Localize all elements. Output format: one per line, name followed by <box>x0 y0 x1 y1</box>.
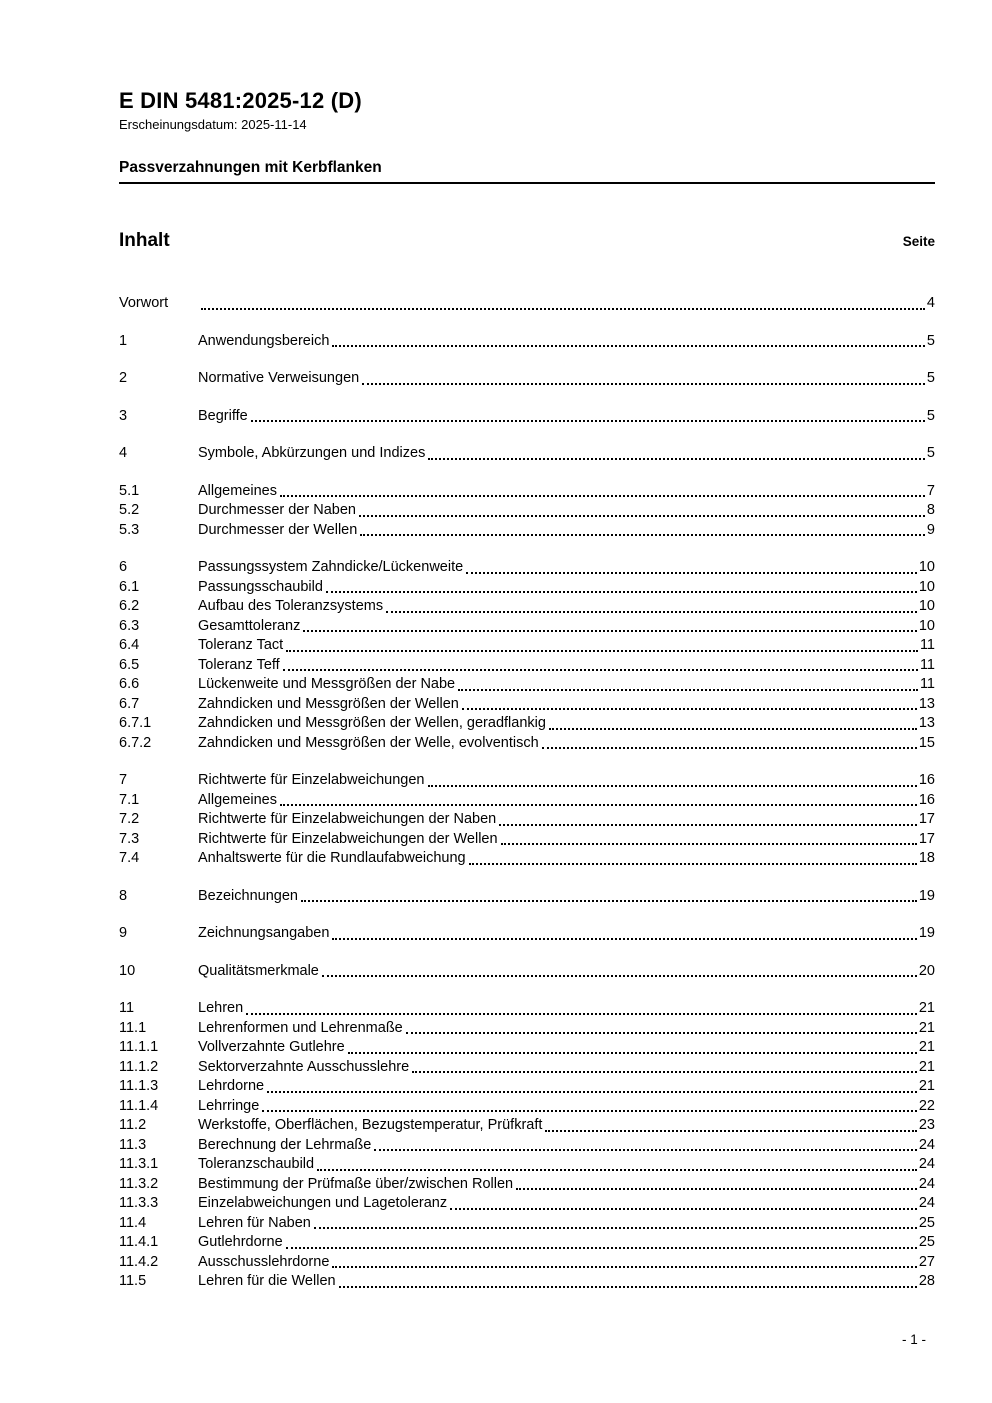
toc-group <box>119 294 935 314</box>
toc-group <box>119 444 935 464</box>
toc-row <box>119 1175 935 1195</box>
toc-entry-number: 6.7.1 <box>119 715 152 731</box>
toc-row <box>119 617 935 637</box>
toc-entry-title: Lehren <box>198 1000 244 1016</box>
toc-entry-number: 6.1 <box>119 578 140 595</box>
document-page <box>119 0 935 1310</box>
toc-group <box>119 999 935 1292</box>
toc-entry-title: Werkstoffe, Oberflächen, Bezugstemperatur, Prüfkraft <box>198 1117 543 1133</box>
toc-entry-number: 6.2 <box>119 598 140 614</box>
toc-leader-dots <box>332 938 916 940</box>
toc-entry-number: 1 <box>119 332 128 349</box>
toc-entry-number: 6.6 <box>119 676 140 692</box>
toc-entry-page: 5 <box>926 332 935 349</box>
toc-leader-dots <box>339 1286 917 1288</box>
toc-entry-page: 21 <box>918 1039 935 1055</box>
toc-entry-number: 11.5 <box>119 1273 147 1289</box>
toc-leader-dots <box>262 1110 917 1112</box>
toc-row <box>119 369 935 389</box>
toc-leader-dots <box>542 747 917 749</box>
toc-leader-dots <box>462 708 917 710</box>
toc-entry-title: Durchmesser der Naben <box>198 502 356 518</box>
toc-entry-title: Richtwerte für Einzelabweichungen der Naben <box>198 811 497 827</box>
toc-row <box>119 810 935 830</box>
toc-entry-number: 11.1.2 <box>119 1058 159 1075</box>
toc-entry-number: 8 <box>119 887 128 904</box>
toc-entry-page: 24 <box>918 1156 935 1172</box>
toc-leader-dots <box>246 1013 917 1015</box>
toc-leader-dots <box>386 611 917 613</box>
toc-entry-page: 7 <box>926 482 935 499</box>
toc-entry-page: 23 <box>918 1117 935 1133</box>
toc-leader-dots <box>516 1188 917 1190</box>
toc-row <box>119 675 935 695</box>
toc-entry-number: 11.3.2 <box>119 1175 159 1192</box>
toc-entry-number: 7.2 <box>119 811 140 827</box>
toc-entry-title: Sektorverzahnte Ausschusslehre <box>198 1058 410 1075</box>
toc-row <box>119 578 935 598</box>
toc-leader-dots <box>428 458 925 460</box>
toc-row <box>119 332 935 352</box>
toc-row <box>119 1058 935 1078</box>
toc-entry-title: Ausschusslehrdorne <box>198 1253 330 1270</box>
toc-group <box>119 924 935 944</box>
toc-entry-title: Anhaltswerte für die Rundlaufabweichung <box>198 850 466 866</box>
toc-entry-title: Lehrenformen und Lehrenmaße <box>198 1019 403 1036</box>
toc-entry-number: 4 <box>119 445 128 461</box>
toc-heading: Inhalt <box>119 230 170 251</box>
toc-entry-page: 15 <box>918 734 935 751</box>
toc-leader-dots <box>326 591 917 593</box>
toc-leader-dots <box>359 515 925 517</box>
toc-leader-dots <box>280 495 925 497</box>
toc-leader-dots <box>286 650 918 652</box>
toc-group <box>119 887 935 907</box>
toc-leader-dots <box>301 900 917 902</box>
toc-leader-dots <box>499 824 917 826</box>
toc-entry-number: 11.3.3 <box>119 1195 159 1211</box>
toc-entry-title: Qualitätsmerkmale <box>198 962 319 979</box>
toc-leader-dots <box>267 1091 917 1093</box>
toc-entry-title: Berechnung der Lehrmaße <box>198 1136 372 1153</box>
toc-entry-title: Allgemeines <box>198 482 277 499</box>
toc-row <box>119 714 935 734</box>
toc-group <box>119 558 935 753</box>
toc-entry-page: 17 <box>918 830 935 847</box>
toc-entry-page: 11 <box>919 637 935 653</box>
toc-entry-number: 11.2 <box>119 1117 147 1133</box>
toc-list <box>119 294 935 1292</box>
toc-entry-page: 21 <box>918 1000 935 1016</box>
toc-entry-title: Lehrdorne <box>198 1078 265 1094</box>
toc-group <box>119 407 935 427</box>
toc-group <box>119 962 935 982</box>
toc-leader-dots <box>545 1130 916 1132</box>
toc-entry-number: 11.3.1 <box>119 1156 159 1172</box>
toc-row <box>119 771 935 791</box>
toc-entry-page: 10 <box>918 617 935 634</box>
toc-entry-number: Vorwort <box>119 295 169 311</box>
toc-entry-page: 4 <box>926 295 935 311</box>
toc-entry-page: 21 <box>918 1058 935 1075</box>
toc-entry-page: 24 <box>918 1175 935 1192</box>
toc-entry-title: Zahndicken und Messgrößen der Wellen, geradflankig <box>198 715 546 731</box>
toc-leader-dots <box>303 630 917 632</box>
toc-row <box>119 887 935 907</box>
toc-leader-dots <box>458 689 918 691</box>
toc-entry-page: 24 <box>918 1136 935 1153</box>
toc-group <box>119 482 935 541</box>
toc-row <box>119 558 935 578</box>
toc-row <box>119 830 935 850</box>
toc-row <box>119 1116 935 1136</box>
toc-row <box>119 1038 935 1058</box>
toc-entry-title: Durchmesser der Wellen <box>198 521 358 538</box>
toc-entry-number: 7.3 <box>119 830 140 847</box>
toc-row <box>119 734 935 754</box>
toc-leader-dots <box>322 975 917 977</box>
toc-group <box>119 771 935 869</box>
publish-date: Erscheinungsdatum: 2025-11-14 <box>119 117 307 132</box>
toc-entry-number: 7.1 <box>119 791 140 808</box>
toc-entry-page: 28 <box>918 1273 935 1289</box>
toc-entry-number: 11.1 <box>119 1019 147 1036</box>
toc-leader-dots <box>360 534 925 536</box>
page-column-label: Seite <box>902 234 935 249</box>
toc-row <box>119 1233 935 1253</box>
toc-entry-page: 9 <box>926 521 935 538</box>
toc-entry-number: 5.3 <box>119 521 140 538</box>
toc-row <box>119 1136 935 1156</box>
toc-row <box>119 597 935 617</box>
toc-entry-title: Zahndicken und Messgrößen der Welle, evolventisch <box>198 734 539 751</box>
toc-row <box>119 999 935 1019</box>
toc-leader-dots <box>251 420 925 422</box>
toc-entry-title: Einzelabweichungen und Lagetoleranz <box>198 1195 448 1211</box>
toc-entry-page: 24 <box>918 1195 935 1211</box>
toc-entry-number: 6.7 <box>119 695 140 712</box>
toc-row <box>119 407 935 427</box>
toc-entry-page: 10 <box>918 559 935 575</box>
toc-leader-dots <box>317 1169 917 1171</box>
toc-entry-title: Passungsschaubild <box>198 578 323 595</box>
toc-entry-page: 5 <box>926 407 935 424</box>
toc-entry-page: 10 <box>918 578 935 595</box>
toc-entry-page: 13 <box>918 715 935 731</box>
toc-row <box>119 482 935 502</box>
toc-entry-title: Richtwerte für Einzelabweichungen <box>198 772 425 788</box>
toc-entry-page: 19 <box>918 925 935 941</box>
toc-row <box>119 1155 935 1175</box>
toc-entry-title: Passungssystem Zahndicke/Lückenweite <box>198 559 464 575</box>
toc-row <box>119 849 935 869</box>
toc-entry-number: 11.4.2 <box>119 1253 159 1270</box>
toc-entry-title: Lehren für die Wellen <box>198 1273 336 1289</box>
toc-entry-title: Zeichnungsangaben <box>198 925 330 941</box>
toc-entry-page: 19 <box>918 887 935 904</box>
toc-row <box>119 962 935 982</box>
toc-entry-page: 8 <box>926 502 935 518</box>
toc-leader-dots <box>412 1071 917 1073</box>
toc-entry-number: 2 <box>119 370 128 386</box>
toc-entry-page: 25 <box>918 1234 935 1250</box>
toc-entry-number: 11.3 <box>119 1136 147 1153</box>
toc-entry-page: 17 <box>918 811 935 827</box>
toc-leader-dots <box>362 383 925 385</box>
toc-leader-dots <box>428 785 917 787</box>
toc-row <box>119 695 935 715</box>
toc-entry-title: Bezeichnungen <box>198 887 298 904</box>
toc-entry-page: 25 <box>918 1214 935 1231</box>
toc-entry-page: 27 <box>918 1253 935 1270</box>
document-title: Passverzahnungen mit Kerbflanken <box>119 159 935 184</box>
toc-leader-dots <box>314 1227 917 1229</box>
toc-entry-page: 20 <box>918 962 935 979</box>
toc-leader-dots <box>332 345 925 347</box>
toc-group <box>119 369 935 389</box>
toc-entry-number: 11 <box>119 1000 135 1016</box>
toc-entry-number: 11.1.3 <box>119 1078 159 1094</box>
toc-group <box>119 332 935 352</box>
toc-entry-number: 11.4 <box>119 1214 147 1231</box>
toc-entry-page: 11 <box>919 676 935 692</box>
toc-entry-number: 6.5 <box>119 656 140 673</box>
toc-entry-page: 18 <box>918 850 935 866</box>
toc-entry-page: 5 <box>926 445 935 461</box>
toc-entry-number: 5.2 <box>119 502 140 518</box>
toc-leader-dots <box>348 1052 917 1054</box>
toc-entry-page: 10 <box>918 598 935 614</box>
toc-leader-dots <box>286 1247 917 1249</box>
toc-leader-dots <box>332 1266 916 1268</box>
toc-leader-dots <box>501 843 917 845</box>
toc-row <box>119 521 935 541</box>
toc-entry-number: 6.4 <box>119 637 140 653</box>
toc-entry-title: Vollverzahnte Gutlehre <box>198 1039 345 1055</box>
toc-row <box>119 294 935 314</box>
toc-entry-number: 7 <box>119 772 128 788</box>
toc-header <box>119 230 935 252</box>
toc-entry-title: Symbole, Abkürzungen und Indizes <box>198 445 426 461</box>
toc-row <box>119 1272 935 1292</box>
toc-row <box>119 444 935 464</box>
toc-entry-title: Normative Verweisungen <box>198 370 360 386</box>
toc-entry-title: Aufbau des Toleranzsystems <box>198 598 384 614</box>
toc-leader-dots <box>406 1032 917 1034</box>
toc-row <box>119 656 935 676</box>
toc-row <box>119 1097 935 1117</box>
toc-entry-number: 9 <box>119 925 128 941</box>
toc-entry-title: Bestimmung der Prüfmaße über/zwischen Rollen <box>198 1175 514 1192</box>
toc-leader-dots <box>549 728 917 730</box>
toc-leader-dots <box>280 804 917 806</box>
toc-row <box>119 791 935 811</box>
toc-entry-page: 13 <box>918 695 935 712</box>
toc-entry-title: Toleranz Teff <box>198 656 280 673</box>
toc-row <box>119 1194 935 1214</box>
page-number-footer: - 1 - <box>901 1332 926 1347</box>
toc-entry-title: Gutlehrdorne <box>198 1234 283 1250</box>
toc-entry-title: Lückenweite und Messgrößen der Nabe <box>198 676 456 692</box>
toc-leader-dots <box>450 1208 917 1210</box>
toc-leader-dots <box>374 1149 917 1151</box>
toc-entry-number: 3 <box>119 407 128 424</box>
toc-row <box>119 1019 935 1039</box>
toc-leader-dots <box>201 308 925 310</box>
toc-entry-number: 6.7.2 <box>119 734 152 751</box>
toc-entry-number: 6 <box>119 559 128 575</box>
toc-leader-dots <box>283 669 918 671</box>
toc-entry-title: Toleranz Tact <box>198 637 284 653</box>
document-id: E DIN 5481:2025-12 (D) <box>119 88 362 113</box>
toc-row <box>119 1077 935 1097</box>
toc-entry-title: Allgemeines <box>198 791 277 808</box>
toc-leader-dots <box>466 572 917 574</box>
toc-entry-title: Zahndicken und Messgrößen der Wellen <box>198 695 459 712</box>
toc-entry-title: Richtwerte für Einzelabweichungen der Wellen <box>198 830 498 847</box>
toc-entry-page: 22 <box>918 1097 935 1114</box>
toc-leader-dots <box>469 863 917 865</box>
toc-entry-title: Lehrringe <box>198 1097 260 1114</box>
toc-entry-number: 11.4.1 <box>119 1234 159 1250</box>
toc-entry-title: Lehren für Naben <box>198 1214 311 1231</box>
toc-entry-title: Begriffe <box>198 407 248 424</box>
toc-entry-title: Gesamttoleranz <box>198 617 301 634</box>
toc-entry-page: 11 <box>919 656 935 673</box>
toc-entry-page: 21 <box>918 1078 935 1094</box>
toc-row <box>119 1214 935 1234</box>
toc-entry-number: 6.3 <box>119 617 140 634</box>
toc-entry-number: 5.1 <box>119 482 140 499</box>
toc-entry-page: 16 <box>918 772 935 788</box>
toc-row <box>119 636 935 656</box>
toc-row <box>119 924 935 944</box>
toc-entry-page: 5 <box>926 370 935 386</box>
toc-entry-page: 16 <box>918 791 935 808</box>
toc-entry-title: Toleranzschaubild <box>198 1156 315 1172</box>
toc-entry-page: 21 <box>918 1019 935 1036</box>
toc-entry-number: 10 <box>119 962 136 979</box>
toc-row <box>119 1253 935 1273</box>
toc-entry-number: 7.4 <box>119 850 140 866</box>
toc-entry-title: Anwendungsbereich <box>198 332 330 349</box>
toc-row <box>119 501 935 521</box>
toc-entry-number: 11.1.4 <box>119 1097 159 1114</box>
toc-entry-number: 11.1.1 <box>119 1039 159 1055</box>
